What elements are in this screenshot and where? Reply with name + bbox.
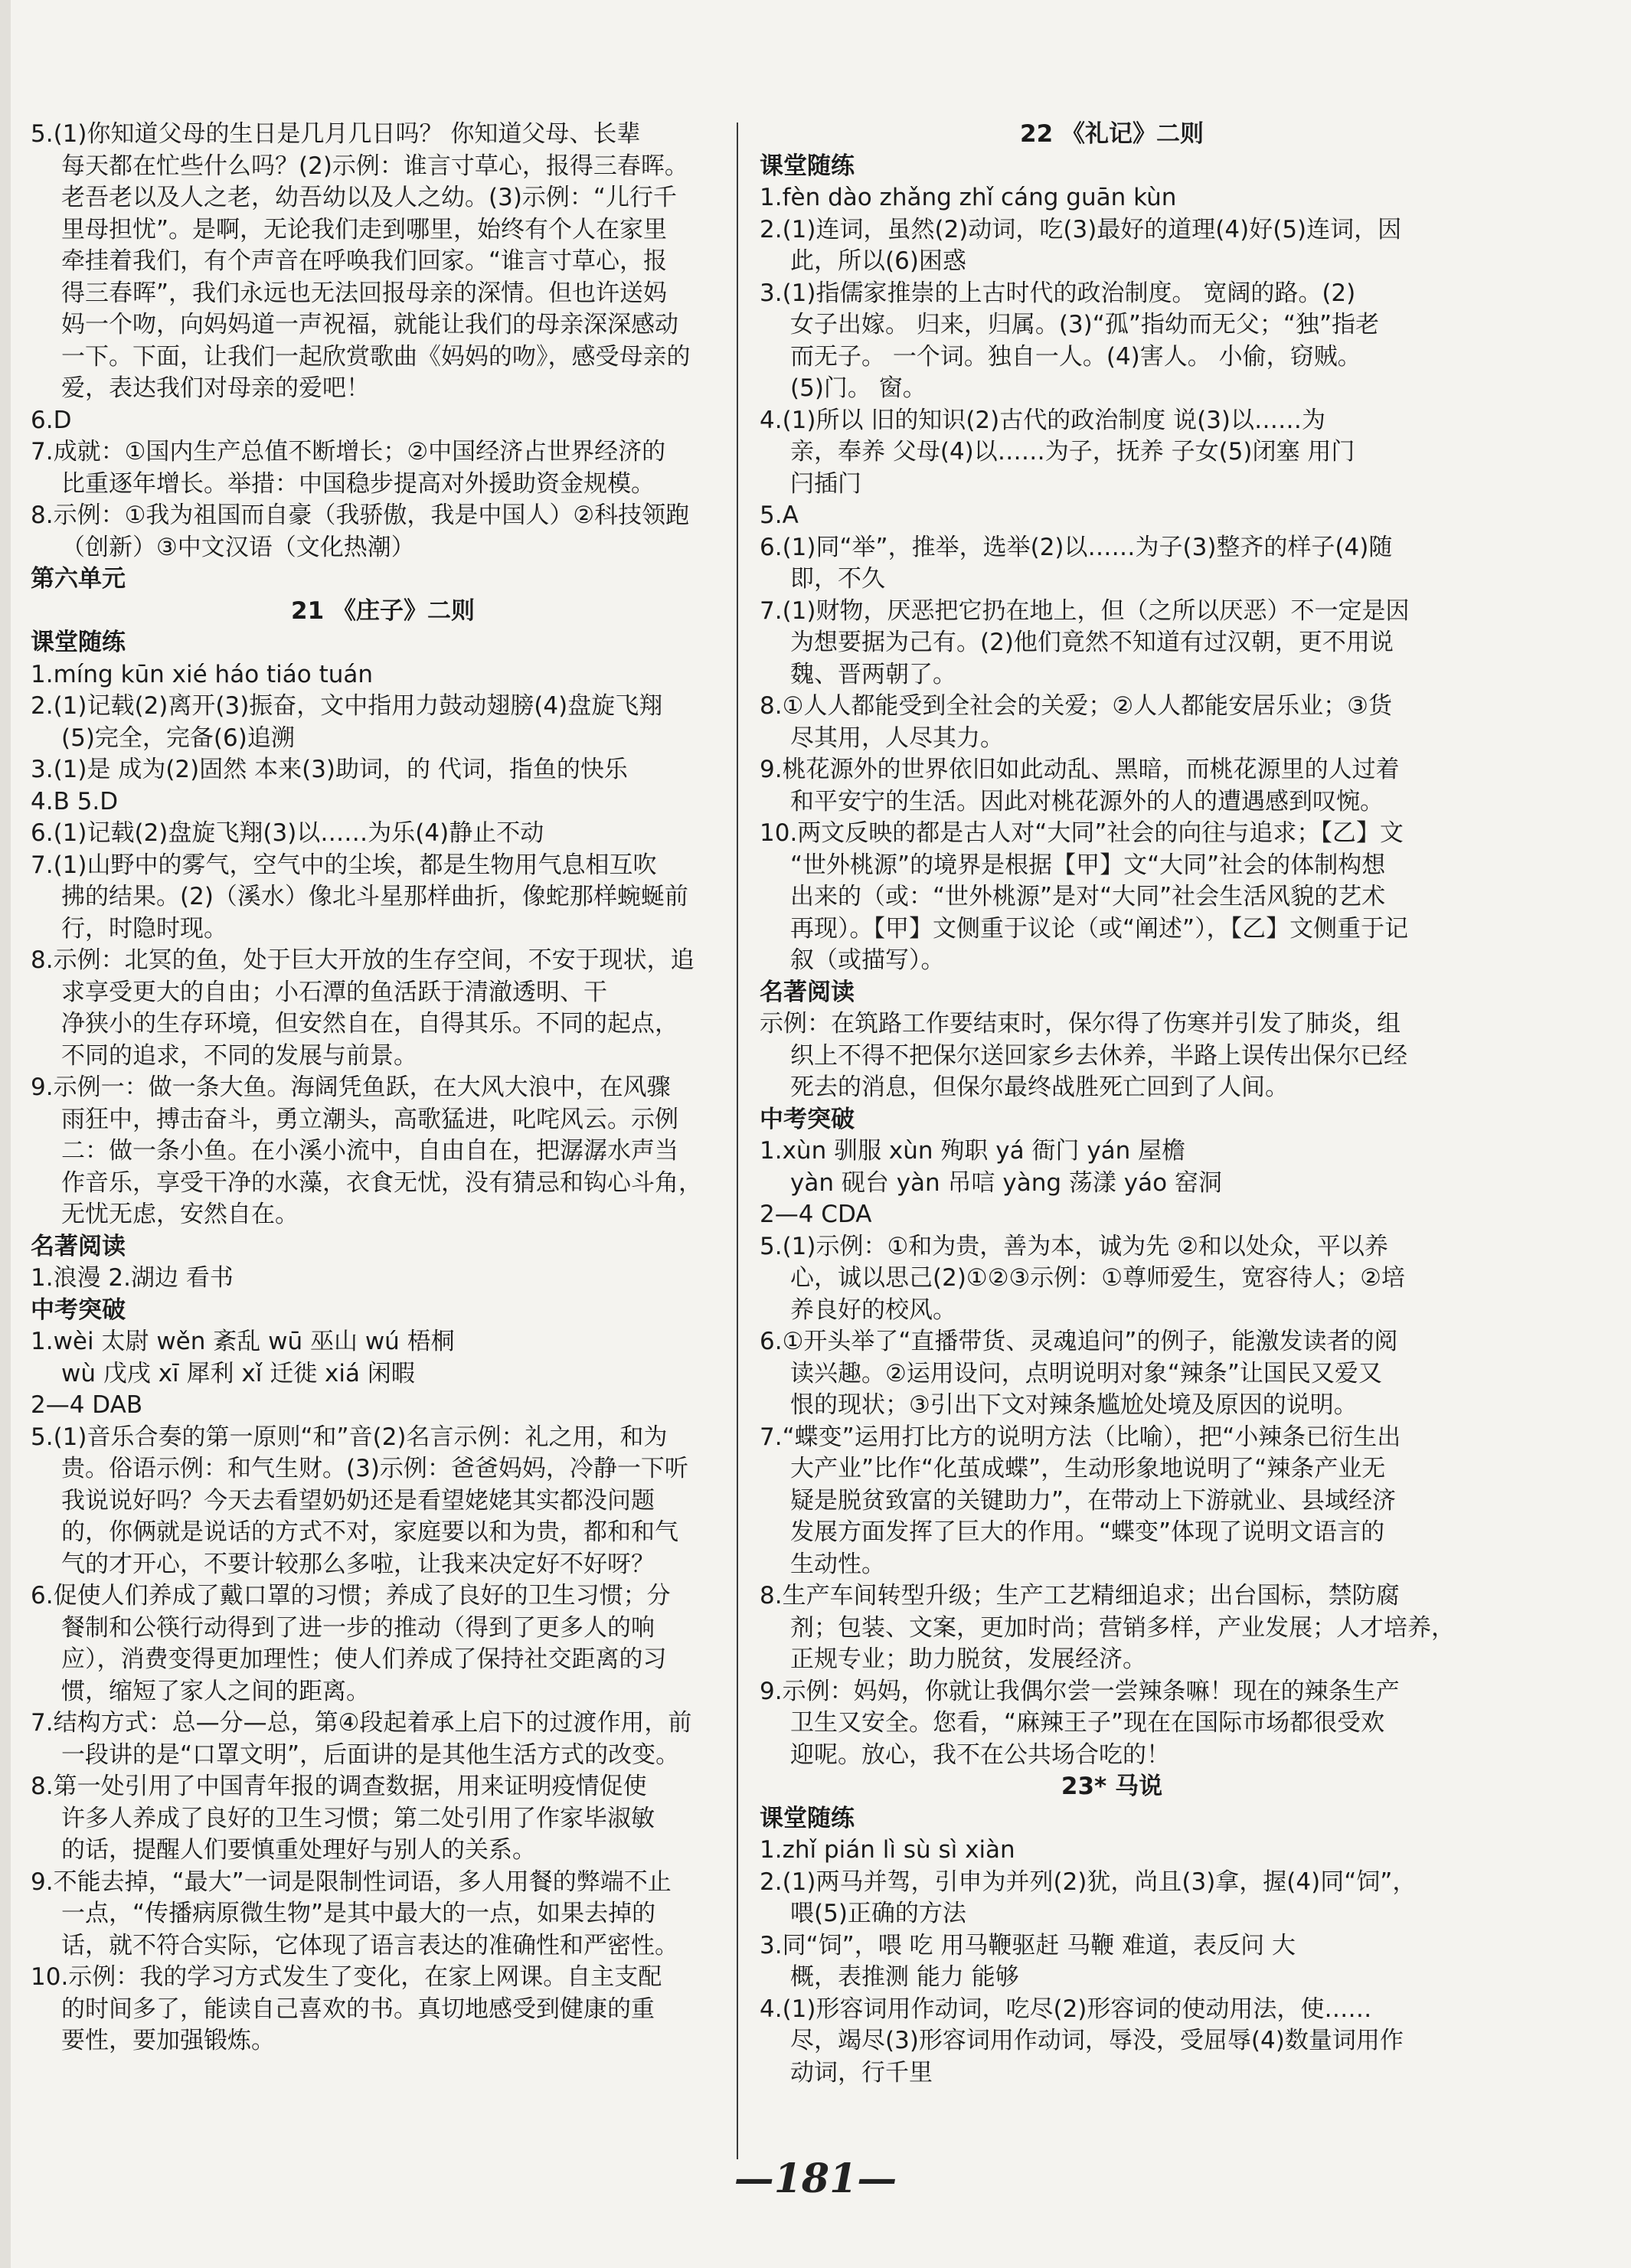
answer-line: 尽，竭尽(3)形容词用作动词，辱没，受屈辱(4)数量词用作 — [790, 2027, 1404, 2054]
answer-line: 7.结构方式：总—分—总，第④段起着承上启下的过渡作用，前 — [31, 1709, 692, 1737]
answer-line: 生动性。 — [790, 1550, 885, 1578]
answer-line: 再现）。【甲】文侧重于议论（或“阐述”），【乙】文侧重于记 — [790, 914, 1409, 943]
answer-line: 心，诚以思己(2)①②③示例：①尊师爱生，宽容待人；②培 — [790, 1264, 1405, 1292]
answer-line: 正规专业；助力脱贫，发展经济。 — [790, 1645, 1146, 1673]
answer-line: 5.A — [760, 502, 799, 529]
answer-line: 一段讲的是“口罩文明”，后面讲的是其他生活方式的改变。 — [61, 1740, 680, 1769]
answer-line: 8.①人人都能受到全社会的关爱；②人人都能安居乐业；③货 — [760, 692, 1392, 720]
page-number: —181— — [734, 2155, 897, 2202]
answer-line: 得三春晖”，我们永远也无法回报母亲的深情。但也许送妈 — [61, 279, 668, 307]
left-column — [31, 119, 735, 2057]
answer-line: 不同的追求，不同的发展与前景。 — [61, 1041, 417, 1070]
answer-line: 老吾老以及人之老，幼吾幼以及人之幼。(3)示例：“儿行千 — [61, 184, 677, 211]
answer-line: 9.示例：妈妈，你就让我偶尔尝一尝辣条嘛！现在的辣条生产 — [760, 1677, 1400, 1705]
answer-line: 女子出嫁。 归来，归属。(3)“孤”指幼而无父；“独”指老 — [790, 311, 1380, 338]
answer-line: 9.桃花源外的世界依旧如此动乱、黑暗，而桃花源里的人过着 — [760, 756, 1400, 783]
answer-line: 1.wèi 太尉 wěn 紊乱 wū 巫山 wú 梧桐 — [31, 1328, 455, 1355]
section-heading: 中考突破 — [760, 1105, 855, 1133]
answer-line: 5.(1)你知道父母的生日是几月几日吗？ 你知道父母、长辈 — [31, 120, 641, 148]
answer-line: 要性，要加强锻炼。 — [61, 2027, 275, 2054]
section-heading: 名著阅读 — [760, 978, 855, 1006]
answer-line: 卫生又安全。您看，“麻辣王子”现在在国际市场都很受欢 — [790, 1709, 1385, 1737]
answer-line: 疑是脱贫致富的关键助力”，在带动上下游就业、县域经济 — [790, 1486, 1397, 1515]
answer-line: 妈一个吻，向妈妈道一声祝福，就能让我们的母亲深深感动 — [61, 311, 678, 338]
section-heading: 第六单元 — [31, 565, 126, 593]
answer-line: 惯，缩短了家人之间的距离。 — [61, 1677, 370, 1705]
answer-line: 9.不能去掉，“最大”一词是限制性词语，多人用餐的弊端不止 — [31, 1868, 672, 1896]
answer-line: 求享受更大的自由；小石潭的鱼活跃于清澈透明、干 — [61, 978, 607, 1006]
answer-line: 养良好的校风。 — [790, 1296, 956, 1324]
answer-line: 的话，提醒人们要慎重处理好与别人的关系。 — [61, 1836, 536, 1864]
section-heading: 课堂随练 — [760, 1804, 855, 1832]
answer-line: 2—4 DAB — [31, 1391, 143, 1419]
section-heading: 中考突破 — [31, 1296, 126, 1324]
answer-line: 1.xùn 驯服 xùn 殉职 yá 衙门 yán 屋檐 — [760, 1137, 1186, 1165]
answer-line: 10.示例：我的学习方式发生了变化，在家上网课。自主支配 — [31, 1963, 662, 1991]
answer-line: 二：做一条小鱼。在小溪小流中，自由自在，把潺潺水声当 — [61, 1137, 678, 1165]
answer-line: 出来的（或：“世外桃源”是对“大同”社会生活风貌的艺术 — [790, 883, 1386, 910]
answer-line: 动词，行千里 — [790, 2058, 933, 2087]
answer-line: 闩插门 — [790, 469, 861, 498]
answer-line: 6.(1)记载(2)盘旋飞翔(3)以……为乐(4)静止不动 — [31, 819, 544, 847]
answer-line: 1.zhǐ pián lì sù sì xiàn — [760, 1836, 1015, 1864]
answer-line: 的，你俩就是说话的方式不对，家庭要以和为贵，都和和气 — [61, 1518, 678, 1546]
right-column — [760, 119, 1464, 2089]
answer-line: 贵。俗语示例：和气生财。(3)示例：爸爸妈妈，冷静一下听 — [61, 1455, 688, 1482]
answer-line: 8.示例：北冥的鱼，处于巨大开放的生存空间，不安于现状，追 — [31, 946, 695, 974]
answer-line: 作音乐，享受干净的水藻，衣食无忧，没有猜忌和钩心斗角， — [61, 1168, 702, 1197]
answer-line: 净狭小的生存环境，但安然自在，自得其乐。不同的起点， — [61, 1010, 678, 1038]
answer-line: 3.(1)指儒家推崇的上古时代的政治制度。 宽阔的路。(2) — [760, 279, 1356, 307]
answer-line: 5.(1)示例：①和为贵，善为本，诚为先 ②和以处众，平以养 — [760, 1232, 1388, 1260]
answer-line: 而无子。 一个词。独自一人。(4)害人。 小偷，窃贼。 — [790, 342, 1361, 371]
answer-line: 2.(1)两马并驾，引申为并列(2)犹，尚且(3)拿，握(4)同“饲”， — [760, 1868, 1417, 1896]
answer-line: 喂(5)正确的方法 — [790, 1900, 966, 1927]
answer-line: 7.成就：①国内生产总值不断增长；②中国经济占世界经济的 — [31, 438, 666, 466]
answer-line: 即，不久 — [790, 565, 885, 593]
answer-line: 8.生产车间转型升级；生产工艺精细追求；出台国标，禁防腐 — [760, 1582, 1400, 1609]
answer-line: 为想要据为己有。(2)他们竟然不知道有过汉朝，更不用说 — [790, 629, 1394, 656]
answer-line: 3.同“饲”，喂 吃 用马鞭驱赶 马鞭 难道，表反问 大 — [760, 1931, 1296, 1959]
answer-line: 餐制和公筷行动得到了进一步的推动（得到了更多人的响 — [61, 1613, 655, 1642]
answer-line: 5.(1)音乐合奏的第一原则“和”音(2)名言示例：礼之用，和为 — [31, 1423, 668, 1451]
lesson-title: 22 《礼记》二则 — [1020, 120, 1204, 148]
answer-line: 1.浪漫 2.湖边 看书 — [31, 1264, 234, 1292]
answer-line: 7.(1)山野中的雾气，空气中的尘埃，都是生物用气息相互吹 — [31, 851, 657, 879]
answer-line: 气的才开心，不要计较那么多啦，让我来决定好不好呀？ — [61, 1550, 655, 1578]
lesson-title: 21 《庄子》二则 — [291, 596, 475, 625]
answer-line: 里母担忧”。是啊，无论我们走到哪里，始终有个人在家里 — [61, 215, 668, 243]
answer-line: 爱，表达我们对母亲的爱吧！ — [61, 374, 370, 402]
answer-line: 6.(1)同“举”，推举，选举(2)以……为子(3)整齐的样子(4)随 — [760, 533, 1393, 561]
answer-line: 示例：在筑路工作要结束时，保尔得了伤寒并引发了肺炎，组 — [760, 1010, 1401, 1038]
answer-line: 死去的消息，但保尔最终战胜死亡回到了人间。 — [790, 1074, 1289, 1101]
answer-line: 一点，“传播病原微生物”是其中最大的一点，如果去掉的 — [61, 1900, 656, 1927]
section-heading: 课堂随练 — [31, 629, 126, 656]
answer-line: 6.①开头举了“直播带货、灵魂追问”的例子，能激发读者的阅 — [760, 1328, 1398, 1355]
answer-line: 6.促使人们养成了戴口罩的习惯；养成了良好的卫生习惯；分 — [31, 1582, 671, 1609]
answer-line: 8.示例：①我为祖国而自豪（我骄傲，我是中国人）②科技领跑 — [31, 502, 690, 529]
answer-line: 7.(1)财物，厌恶把它扔在地上，但（之所以厌恶）不一定是因 — [760, 596, 1410, 625]
answer-line: 此，所以(6)困惑 — [790, 247, 966, 275]
answer-line: 比重逐年增长。举措：中国稳步提高对外援助资金规模。 — [61, 469, 655, 498]
answer-line: 话，就不符合实际，它体现了语言表达的准确性和严密性。 — [61, 1931, 678, 1959]
answer-line: 每天都在忙些什么吗？(2)示例：谁言寸草心，报得三春晖。 — [61, 152, 688, 180]
answer-line: 我说说好吗？今天去看望奶奶还是看望姥姥其实都没问题 — [61, 1486, 655, 1515]
answer-line: 迎呢。放心，我不在公共场合吃的！ — [790, 1740, 1170, 1769]
answer-line: 剂；包装、文案，更加时尚；营销多样，产业发展；人才培养， — [790, 1613, 1455, 1642]
answer-line: 1.fèn dào zhǎng zhǐ cáng guān kùn — [760, 184, 1177, 211]
answer-line: 6.D — [31, 406, 72, 434]
section-heading: 课堂随练 — [760, 152, 855, 180]
answer-line: 牵挂着我们，有个声音在呼唤我们回家。“谁言寸草心，报 — [61, 247, 668, 275]
answer-line: 行，时隐时现。 — [61, 914, 227, 943]
answer-line: 概，表推测 能力 能够 — [790, 1963, 1019, 1991]
answer-line: 应），消费变得更加理性；使人们养成了保持社交距离的习 — [61, 1645, 667, 1673]
answer-line: 亲，奉养 父母(4)以……为子，抚养 子女(5)闭塞 用门 — [790, 438, 1355, 466]
answer-line: 和平安宁的生活。因此对桃花源外的人的遭遇感到叹惋。 — [790, 787, 1384, 815]
answer-line: 2.(1)连词，虽然(2)动词，吃(3)最好的道理(4)好(5)连词，因 — [760, 215, 1402, 243]
answer-line: wù 戊戌 xī 犀利 xǐ 迁徙 xiá 闲暇 — [61, 1359, 415, 1387]
answer-line: 读兴趣。②运用设问，点明说明对象“辣条”让国民又爱又 — [790, 1359, 1382, 1387]
answer-line: 一下。下面，让我们一起欣赏歌曲《妈妈的吻》，感受母亲的 — [61, 342, 691, 371]
section-heading: 名著阅读 — [31, 1232, 126, 1260]
answer-line: 无忧无虑，安然自在。 — [61, 1201, 299, 1228]
answer-line: 4.(1)所以 旧的知识(2)古代的政治制度 说(3)以……为 — [760, 406, 1326, 434]
column-divider — [737, 123, 738, 2159]
answer-line: (5)门。 窗。 — [790, 374, 927, 402]
page-edge-shadow — [0, 0, 11, 2268]
answer-line: 许多人养成了良好的卫生习惯；第二处引用了作家毕淑敏 — [61, 1804, 655, 1832]
answer-line: 9.示例一：做一条大鱼。海阔凭鱼跃，在大风大浪中，在风骤 — [31, 1074, 671, 1101]
answer-line: 拂的结果。(2)（溪水）像北斗星那样曲折，像蛇那样蜿蜒前 — [61, 883, 688, 910]
answer-line: 大产业”比作“化茧成蝶”，生动形象地说明了“辣条产业无 — [790, 1455, 1386, 1482]
answer-line: 2—4 CDA — [760, 1201, 872, 1228]
answer-line: （创新）③中文汉语（文化热潮） — [61, 533, 415, 561]
answer-line: 10.两文反映的都是古人对“大同”社会的向往与追求；【乙】文 — [760, 819, 1404, 847]
answer-line: yàn 砚台 yàn 吊唁 yàng 荡漾 yáo 窑洞 — [790, 1168, 1222, 1197]
answer-line: 叙（或描写）。 — [790, 946, 945, 974]
answer-line: 7.“蝶变”运用打比方的说明方法（比喻），把“小辣条已衍生出 — [760, 1423, 1401, 1451]
answer-line: 4.(1)形容词用作动词，吃尽(2)形容词的使动用法，使…… — [760, 1995, 1372, 2023]
answer-line: (5)完全，完备(6)追溯 — [61, 724, 295, 752]
answer-line: 织上不得不把保尔送回家乡去休养，半路上误传出保尔已经 — [790, 1041, 1407, 1070]
answer-line: 2.(1)记载(2)离开(3)振奋，文中指用力鼓动翅膀(4)盘旋飞翔 — [31, 692, 663, 720]
answer-line: 的时间多了，能读自己喜欢的书。真切地感受到健康的重 — [61, 1995, 655, 2023]
answer-line: 4.B 5.D — [31, 787, 119, 815]
answer-line: 尽其用，人尽其力。 — [790, 724, 1004, 752]
answer-line: 发展方面发挥了巨大的作用。“蝶变”体现了说明文语言的 — [790, 1518, 1385, 1546]
answer-line: 3.(1)是 成为(2)固然 本来(3)助词，的 代词，指鱼的快乐 — [31, 756, 628, 783]
answer-line: 恨的现状；③引出下文对辣条尴尬处境及原因的说明。 — [790, 1391, 1358, 1419]
answer-line: 1.míng kūn xié háo tiáo tuán — [31, 660, 374, 688]
lesson-title: 23* 马说 — [1061, 1773, 1163, 1800]
answer-line: 8.第一处引用了中国青年报的调查数据，用来证明疫情促使 — [31, 1773, 647, 1800]
answer-line: 魏、晋两朝了。 — [790, 660, 956, 688]
answer-line: “世外桃源”的境界是根据【甲】文“大同”社会的体制构想 — [790, 851, 1386, 879]
answer-line: 雨狂中，搏击奋斗，勇立潮头，高歌猛进，叱咤风云。示例 — [61, 1105, 678, 1133]
